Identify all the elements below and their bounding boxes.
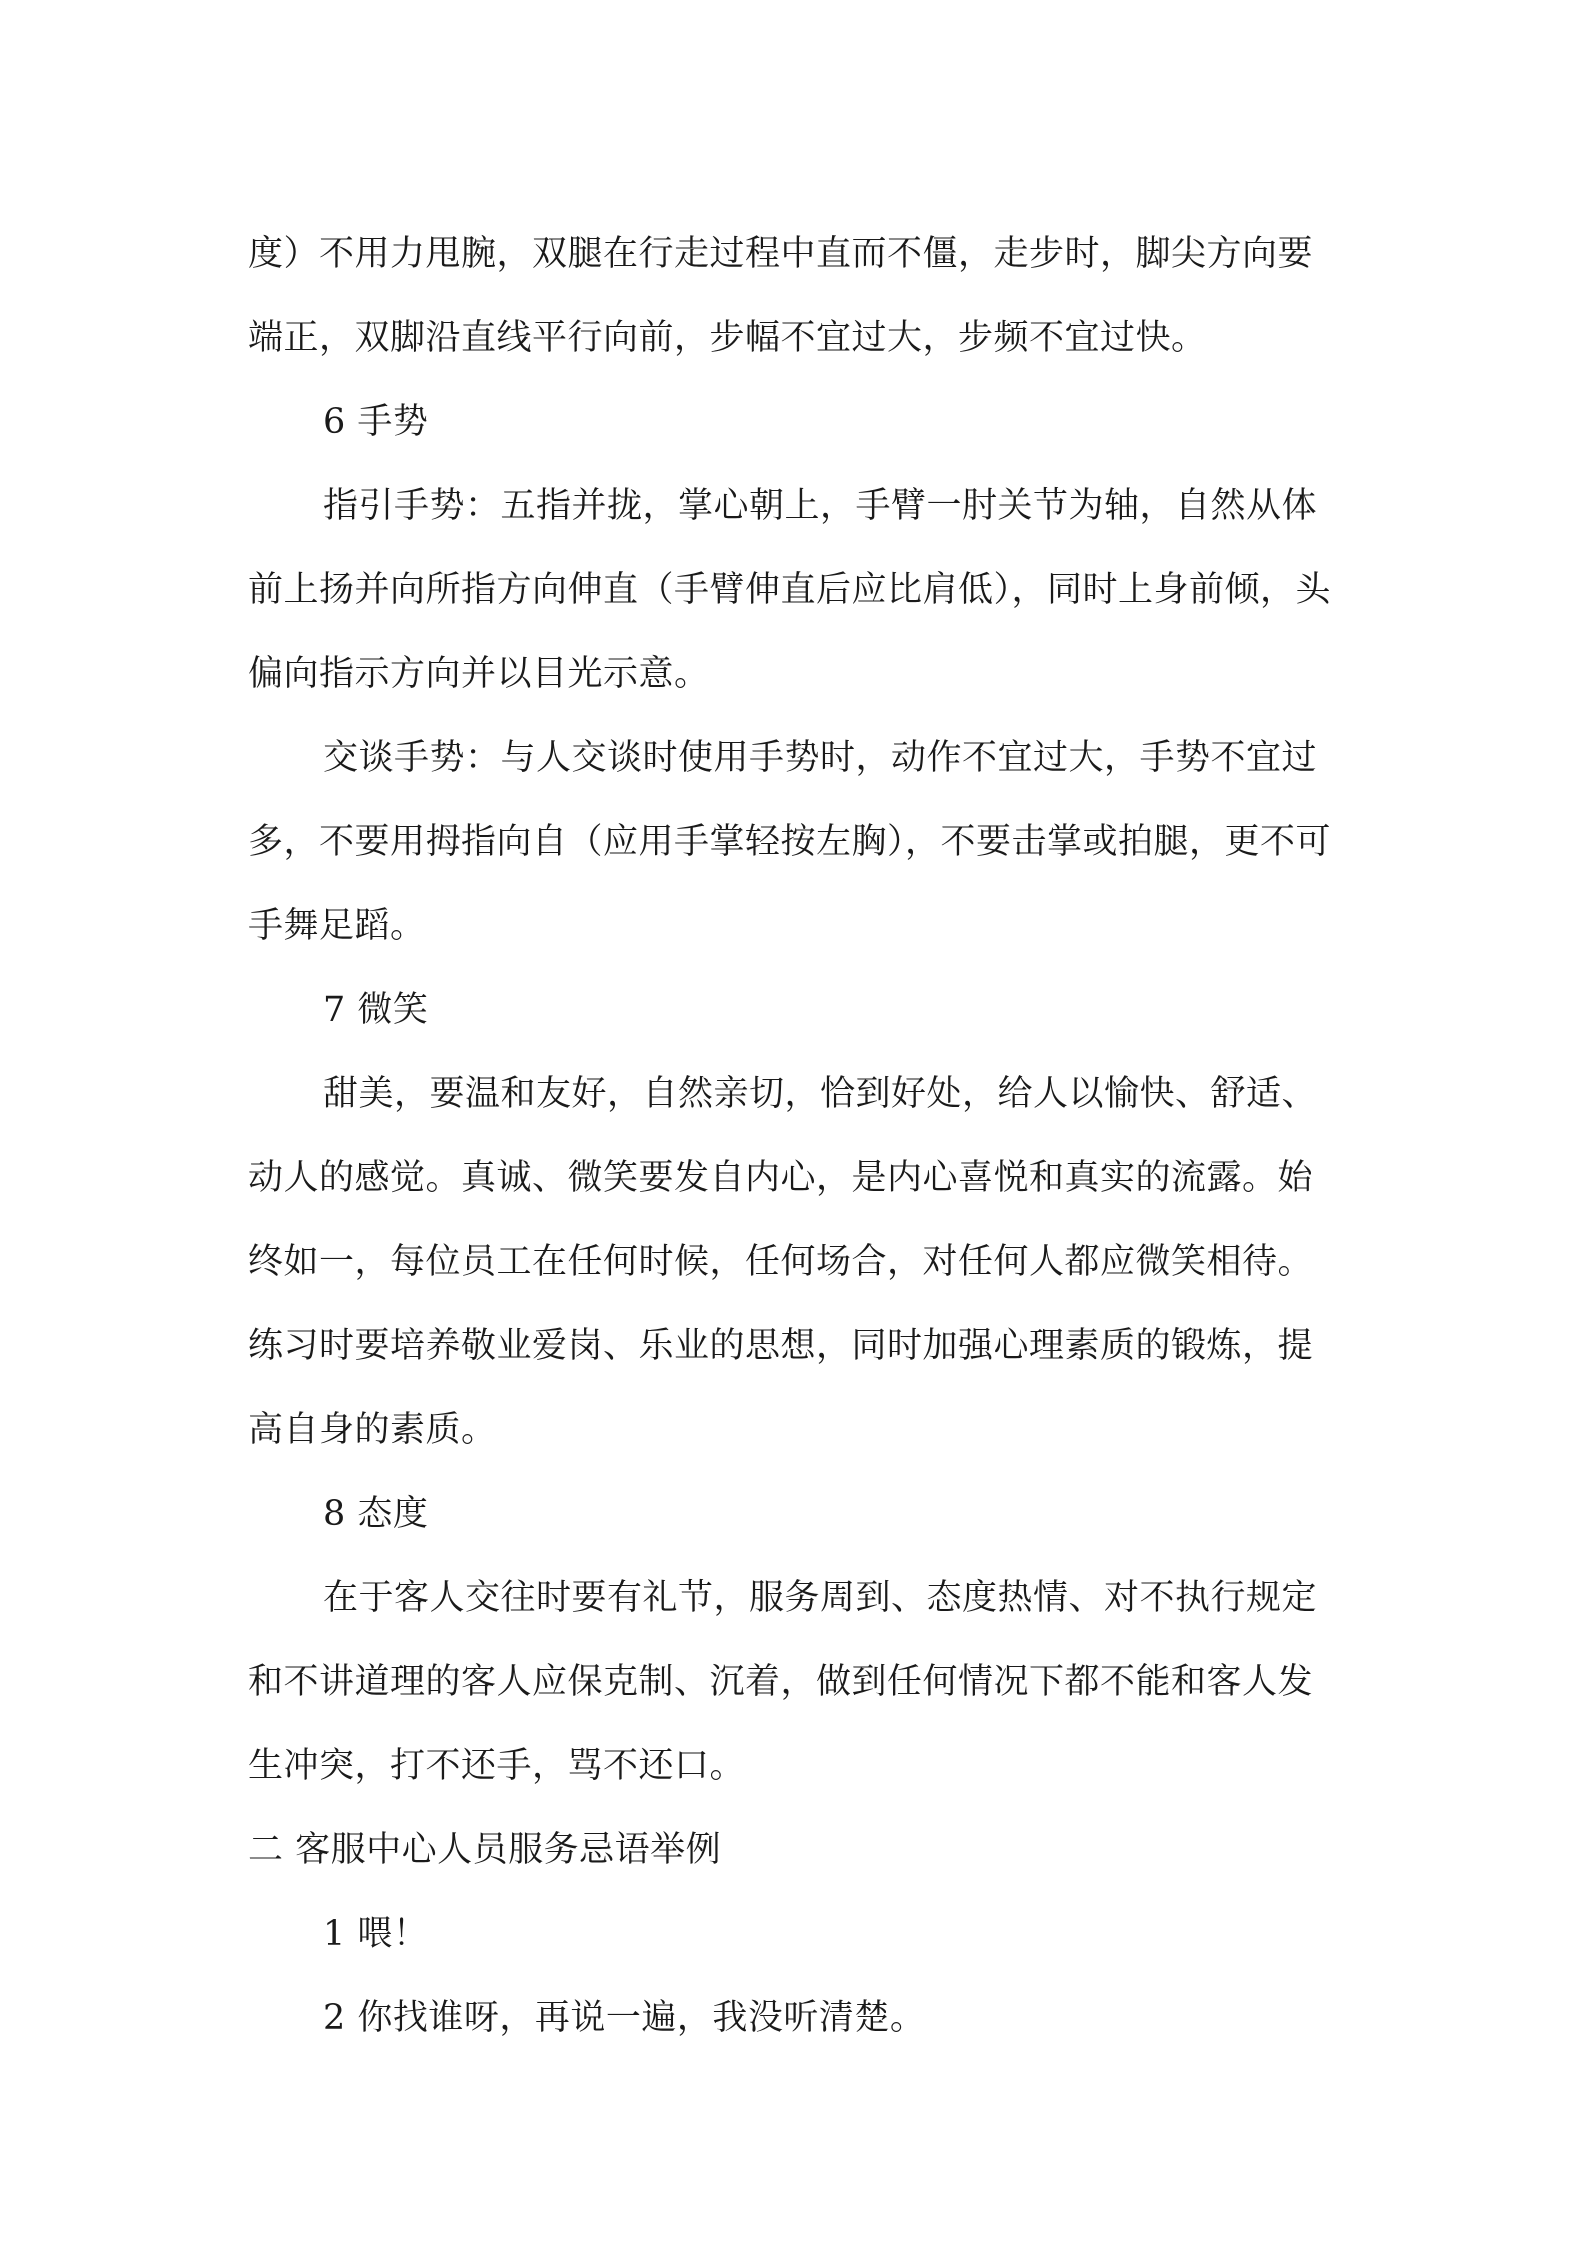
heading-gesture: 6 手势	[323, 402, 429, 442]
paragraph-smile: 甜美，要温和友好，自然亲切，恰到好处，给人以愉快、舒适、动人的感觉。真诚、微笑要发自内心，是内心喜悦和真实的流露。始终如一，每位员工在任何时候，任何场合，对任何人都应微笑相待。练习时要培养敬业爱岗、乐业的思想，同时加强心理素质的锻炼，提高自身的素质。	[248, 1074, 1318, 1450]
paragraph-talking-gesture: 交谈手势：与人交谈时使用手势时，动作不宜过大，手势不宜过多，不要用拇指向自（应用手掌轻按左胸），不要击掌或拍腿，更不可手舞足蹈。	[248, 738, 1332, 946]
list-item-taboo-1: 1 喂！	[323, 1914, 429, 1954]
paragraph-attitude: 在于客人交往时要有礼节，服务周到、态度热情、对不执行规定和不讲道理的客人应保克制、沉着，做到任何情况下都不能和客人发生冲突，打不还手，骂不还口。	[248, 1578, 1318, 1786]
heading-smile: 7 微笑	[323, 990, 429, 1030]
paragraph-walking-continued: 度）不用力甩腕，双腿在行走过程中直而不僵，走步时，脚尖方向要端正，双脚沿直线平行向前，步幅不宜过大，步频不宜过快。	[248, 234, 1314, 358]
section-heading-taboo-phrases: 二 客服中心人员服务忌语举例	[248, 1830, 722, 1870]
paragraph-guiding-gesture: 指引手势：五指并拢，掌心朝上，手臂一肘关节为轴，自然从体前上扬并向所指方向伸直（手臂伸直后应比肩低），同时上身前倾，头偏向指示方向并以目光示意。	[248, 486, 1332, 694]
list-item-taboo-2: 2 你找谁呀，再说一遍，我没听清楚。	[323, 1998, 926, 2038]
document-body	[248, 212, 1348, 2060]
heading-attitude: 8 态度	[323, 1494, 429, 1534]
